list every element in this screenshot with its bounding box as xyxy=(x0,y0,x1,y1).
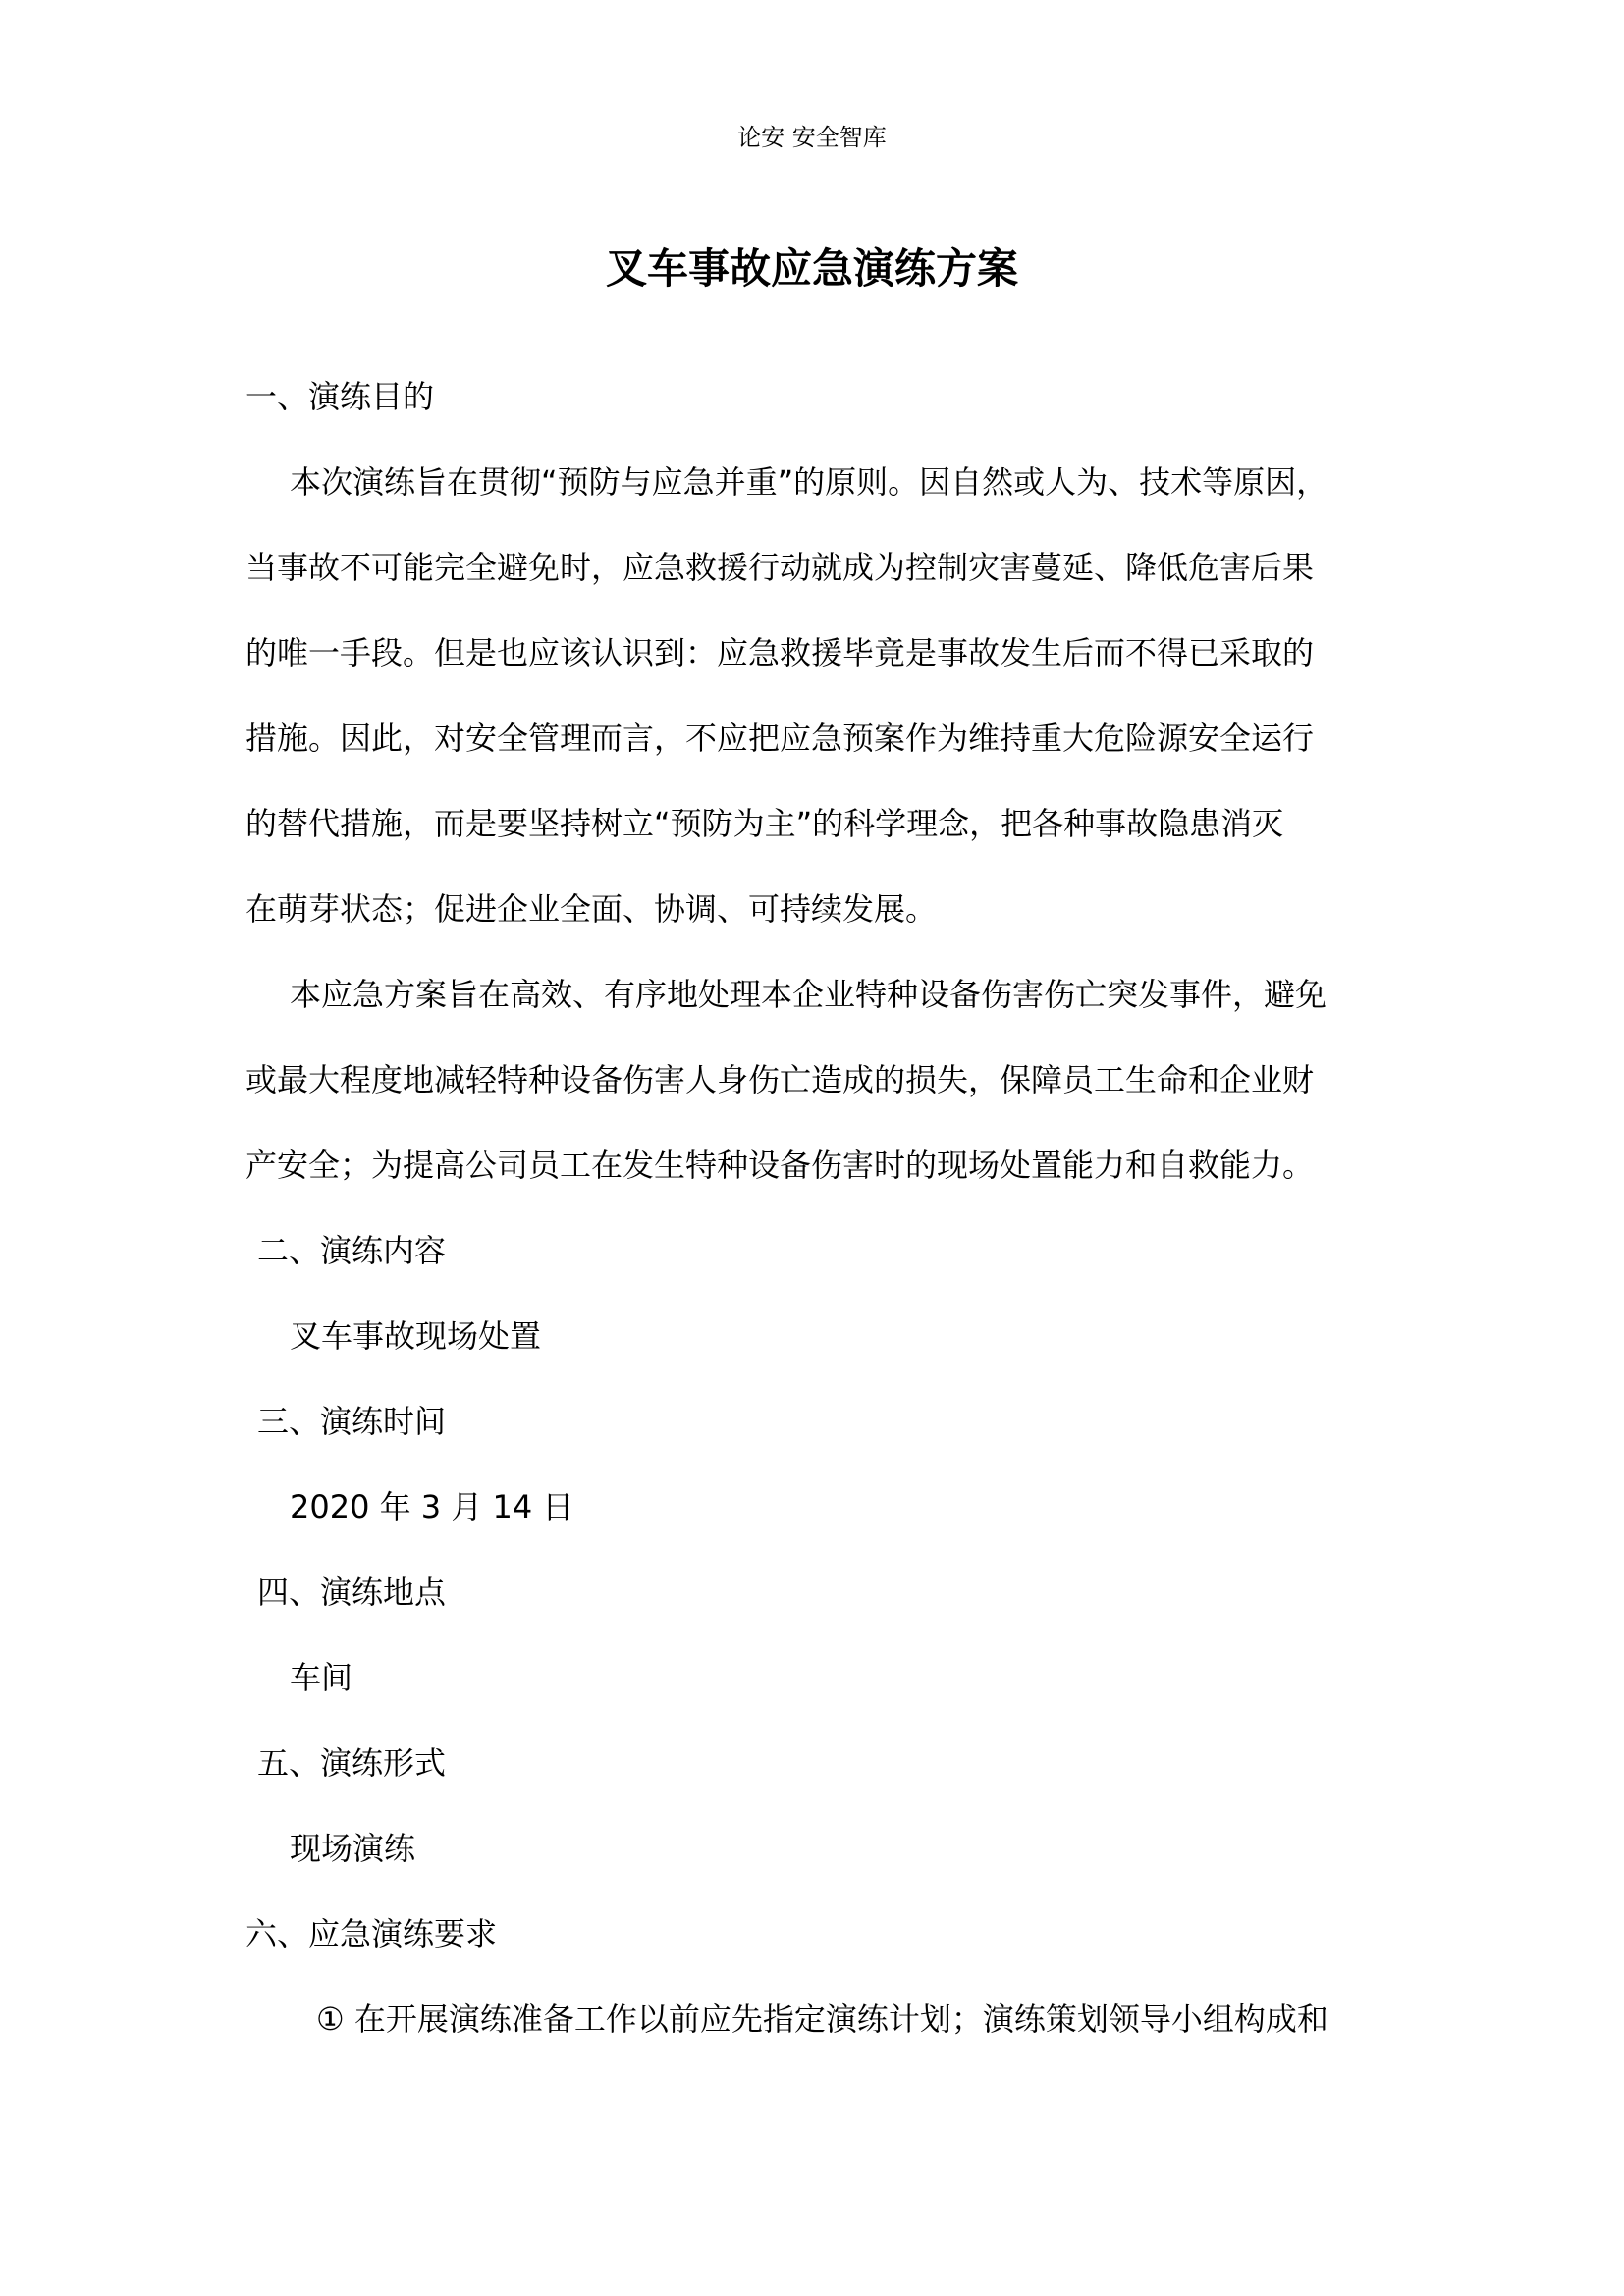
paragraph-line: 或最大程度地减轻特种设备伤害人身伤亡造成的损失，保障员工生命和企业财 xyxy=(245,1061,1315,1098)
section-text-form: 现场演练 xyxy=(290,1830,416,1867)
section-heading-content: 二、演练内容 xyxy=(257,1232,447,1269)
paragraph-line: 措施。因此，对安全管理而言，不应把应急预案作为维持重大危险源安全运行 xyxy=(245,720,1315,757)
section-text-content: 叉车事故现场处置 xyxy=(290,1317,542,1355)
paragraph-line: 的唯一手段。但是也应该认识到：应急救援毕竟是事故发生后而不得已采取的 xyxy=(245,634,1315,671)
section-text-time: 2020 年 3 月 14 日 xyxy=(290,1488,574,1525)
paragraph-line: 本应急方案旨在高效、有序地处理本企业特种设备伤害伤亡突发事件，避免 xyxy=(290,976,1327,1013)
section-heading-form: 五、演练形式 xyxy=(257,1744,447,1782)
section-heading-purpose: 一、演练目的 xyxy=(245,378,435,415)
paragraph-line: 当事故不可能完全避免时，应急救援行动就成为控制灾害蔓延、降低危害后果 xyxy=(245,549,1315,586)
document-body xyxy=(245,354,1404,2062)
paragraph-line: 在萌芽状态；促进企业全面、协调、可持续发展。 xyxy=(245,890,938,928)
requirement-item: ① 在开展演练准备工作以前应先指定演练计划；演练策划领导小组构成和 xyxy=(316,2001,1328,2038)
section-heading-requirements: 六、应急演练要求 xyxy=(245,1915,498,1952)
section-heading-location: 四、演练地点 xyxy=(257,1574,447,1611)
page-header: 论安 安全智库 xyxy=(737,124,887,151)
paragraph-line: 的替代措施，而是要坚持树立“预防为主”的科学理念，把各种事故隐患消灭 xyxy=(245,805,1284,842)
section-text-location: 车间 xyxy=(290,1659,353,1696)
paragraph-line: 产安全；为提高公司员工在发生特种设备伤害时的现场处置能力和自救能力。 xyxy=(245,1147,1315,1184)
section-heading-time: 三、演练时间 xyxy=(257,1403,447,1440)
paragraph-line: 本次演练旨在贯彻“预防与应急并重”的原则。因自然或人为、技术等原因， xyxy=(290,463,1328,501)
document-title: 叉车事故应急演练方案 xyxy=(605,244,1018,293)
